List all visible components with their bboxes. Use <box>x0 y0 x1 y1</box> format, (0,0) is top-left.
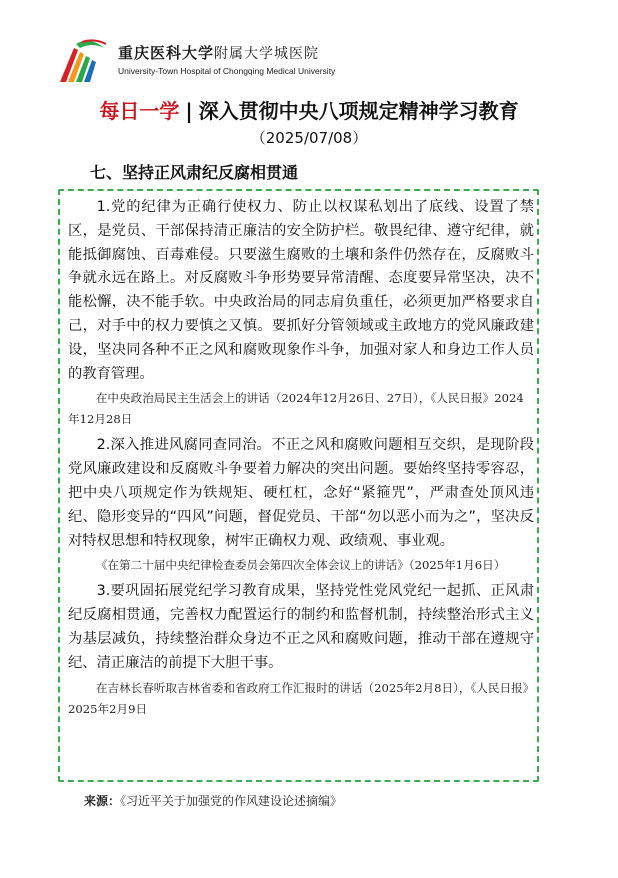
item-citation-3: 在吉林长春听取吉林省委和省政府工作汇报时的讲话（2025年2月8日），《人民日报》2025年2月9日 <box>68 680 529 716</box>
source-line <box>84 792 342 809</box>
hospital-name: 附属大学城医院 <box>214 46 320 62</box>
content-body <box>68 196 534 724</box>
item-text-1: 1.党的纪律为正确行使权力、防止以权谋私划出了底线、设置了禁区，是党员、干部保持清正廉洁的安全防护栏。敬畏纪律、遵守纪律，就能抵御腐蚀、百毒难侵。只要滋生腐败的土壤和条件仍然存在，反腐败斗争就永远在路上。对反腐败斗争形势要异常清醒、态度要异常坚决，决不能松懈，决不能手软。中央政治局的同志肩负重任，必须更加严格要求自己，对手中的权力要慎之又慎。要抓好分管领域或主政地方的党风廉政建设，坚决同各种不正之风和腐败现象作斗争，加强对家人和身边工作人员的教育管理。 <box>68 199 534 382</box>
school-name: 重庆医科大学 <box>118 44 215 62</box>
hospital-logo-icon <box>56 38 108 84</box>
hospital-name-en: University-Town Hospital of Chongqing Medical University <box>118 66 336 76</box>
section-heading: 七、坚持正风肃纪反腐相贯通 <box>90 163 299 182</box>
hospital-header <box>56 36 376 86</box>
title-main: 深入贯彻中央八项规定精神学习教育 <box>198 99 519 123</box>
page-title <box>0 95 618 124</box>
title-date: （2025/07/08） <box>250 129 368 147</box>
hospital-name-cn <box>118 42 319 63</box>
item-citation-2: 《在第二十届中央纪律检查委员会第四次全体会议上的讲话》（2025年1月6日） <box>95 558 506 573</box>
item-text-2: 2.深入推进风腐同查同治。不正之风和腐败问题相互交织，是现阶段党风廉政建设和反腐败斗争要着力解决的突出问题。要始终坚持零容忍，把中央八项规定作为铁规矩、硬杠杠，念好“紧箍咒”，严肃查处顶风违纪、隐形变异的“四风”问题，督促党员、干部“勿以恶小而为之”，坚决反对特权思想和特权现象，树牢正确权力观、政绩观、事业观。 <box>68 437 534 549</box>
source-label: 来源： <box>84 794 121 808</box>
title-prefix: 每日一学 <box>99 99 180 123</box>
item-citation-1: 在中央政治局民主生活会上的讲话（2024年12月26日、27日），《人民日报》2024年12月28日 <box>68 391 524 427</box>
item-text-3: 3.要巩固拓展党纪学习教育成果，坚持党性党风党纪一起抓、正风肃纪反腐相贯通，完善权力配置运行的制约和监督机制，持续整治形式主义为基层减负，持续整治群众身边不正之风和腐败问题，推动干部在遵规守纪、清正廉洁的前提下大胆干事。 <box>68 583 534 671</box>
source-text: 《习近平关于加强党的作风建设论述摘编》 <box>120 794 343 808</box>
title-separator: | <box>185 99 193 123</box>
